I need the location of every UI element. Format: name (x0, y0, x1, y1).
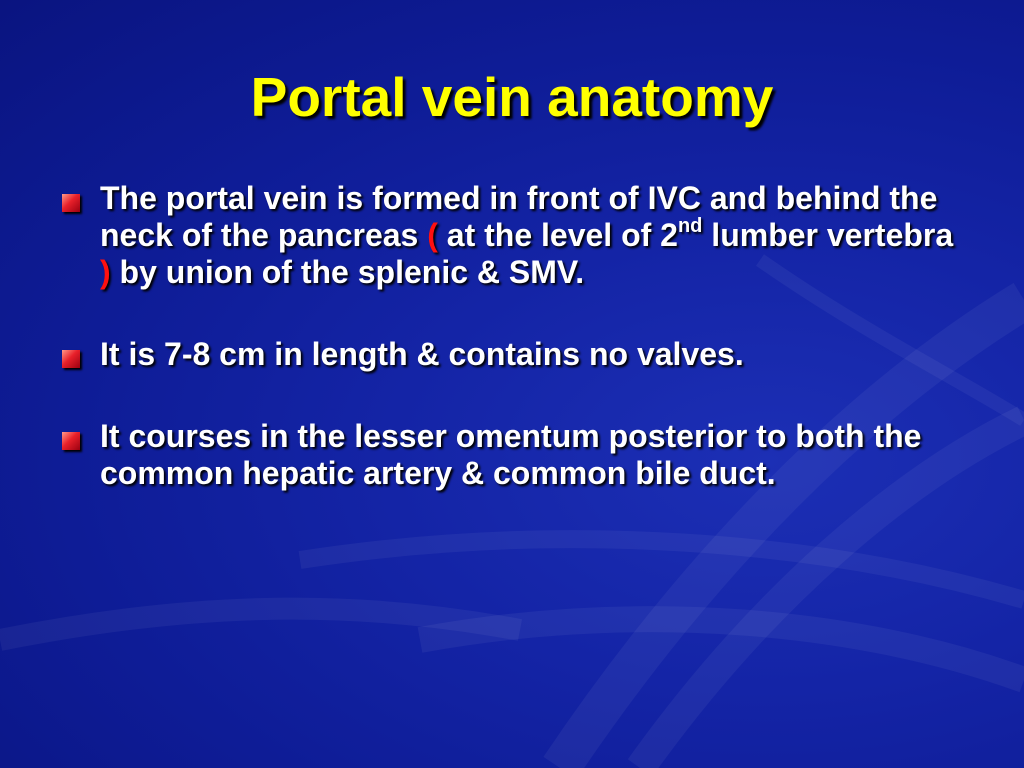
bullet-square-icon (62, 194, 80, 212)
bullet-text-part: The portal vein is formed in front of IVC and behind the neck of the pancreas (100, 180, 938, 253)
bullet-item-formation (62, 180, 962, 291)
bullet-text-part: lumber vertebra (702, 217, 954, 253)
ordinal-superscript: nd (677, 215, 703, 238)
bullet-item-course (62, 418, 962, 492)
bullet-list (62, 180, 962, 492)
open-parenthesis: ( (427, 217, 438, 253)
bullet-text-part: by union of the splenic & SMV. (110, 254, 585, 290)
bullet-item-length (62, 336, 962, 373)
bullet-square-icon (62, 350, 80, 368)
bullet-text: It is 7-8 cm in length & contains no valves. (100, 336, 744, 372)
bullet-text: It courses in the lesser omentum posterior to both the common hepatic artery & common bile duct. (100, 418, 922, 491)
close-parenthesis: ) (100, 254, 111, 290)
bullet-square-icon (62, 432, 80, 450)
slide-title: Portal vein anatomy (250, 66, 774, 128)
bullet-text-part: at the level of 2 (437, 217, 678, 253)
